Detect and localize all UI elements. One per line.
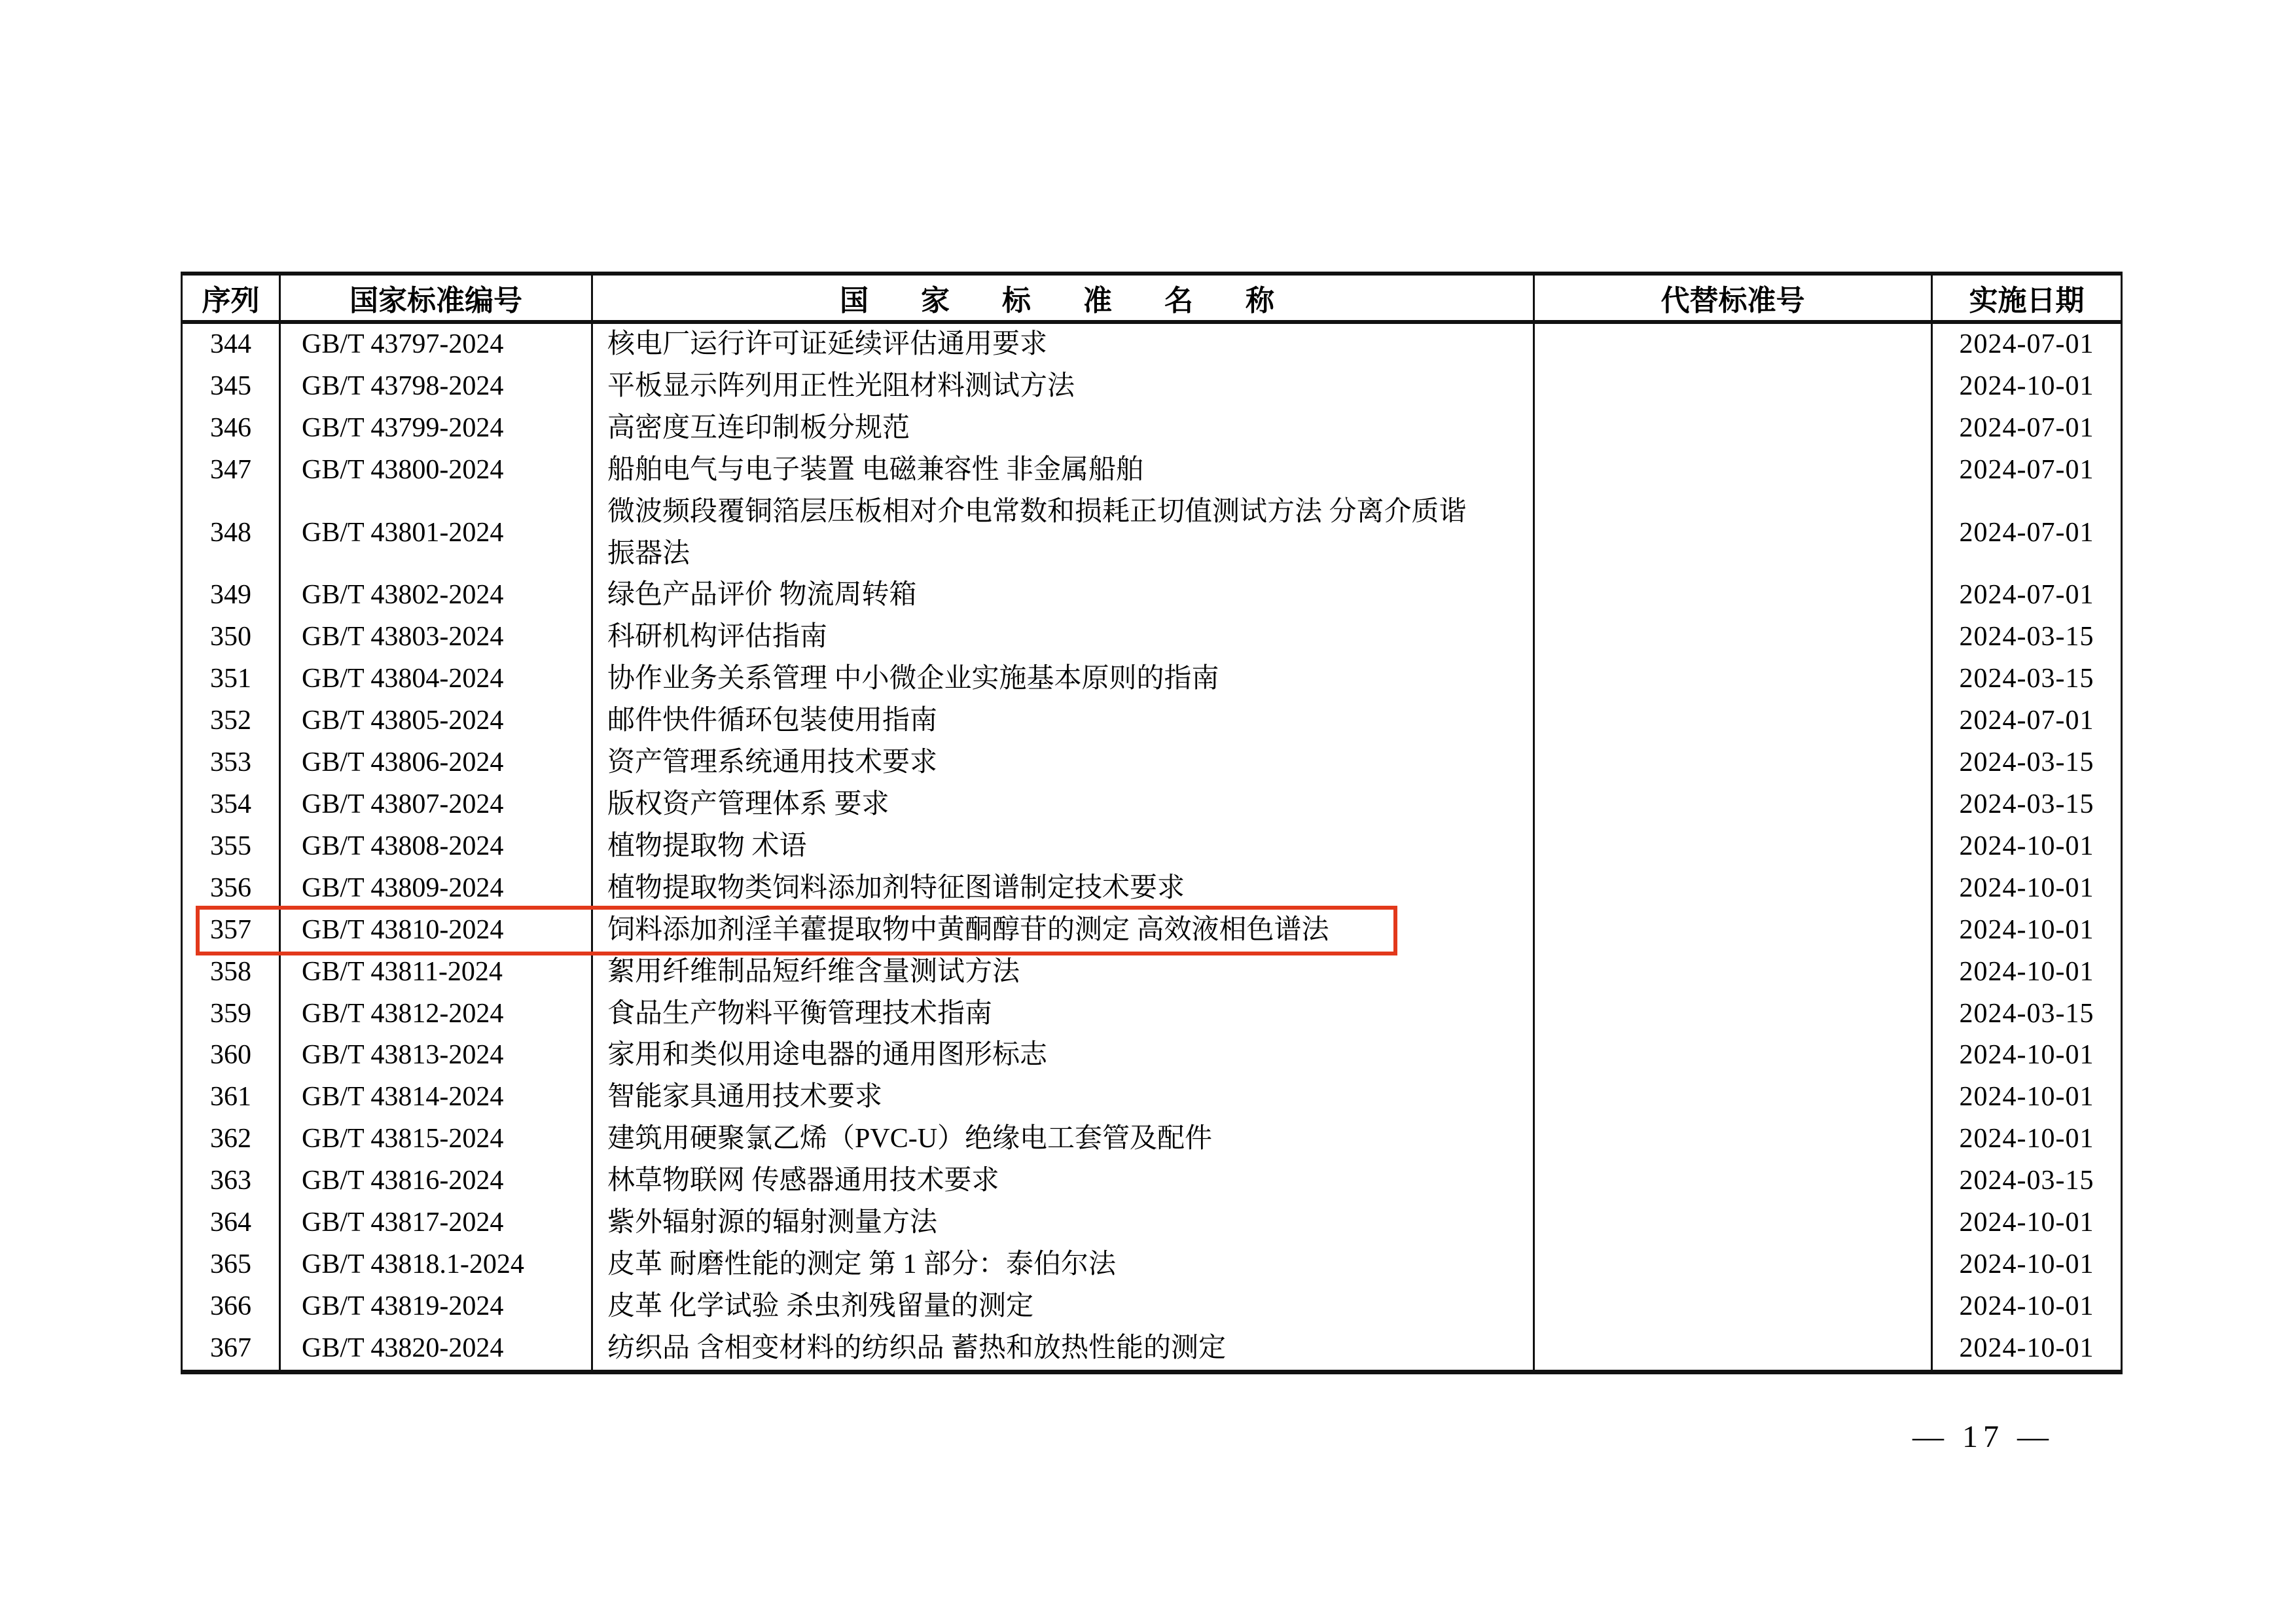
cell-replaced bbox=[1534, 450, 1932, 491]
cell-date: 2024-10-01 bbox=[1932, 1077, 2122, 1118]
cell-code: GB/T 43816-2024 bbox=[280, 1160, 592, 1202]
cell-code: GB/T 43800-2024 bbox=[280, 450, 592, 491]
cell-date: 2024-03-15 bbox=[1932, 993, 2122, 1035]
cell-date: 2024-03-15 bbox=[1932, 658, 2122, 700]
cell-date: 2024-10-01 bbox=[1932, 1118, 2122, 1160]
table-body bbox=[182, 322, 2122, 1372]
cell-code: GB/T 43813-2024 bbox=[280, 1035, 592, 1077]
cell-name: 核电厂运行许可证延续评估通用要求 bbox=[592, 322, 1534, 366]
cell-name: 林草物联网 传感器通用技术要求 bbox=[592, 1160, 1534, 1202]
cell-name: 高密度互连印制板分规范 bbox=[592, 408, 1534, 450]
cell-code: GB/T 43818.1-2024 bbox=[280, 1244, 592, 1286]
cell-seq: 362 bbox=[182, 1118, 280, 1160]
cell-name: 植物提取物 术语 bbox=[592, 826, 1534, 868]
cell-seq: 350 bbox=[182, 616, 280, 658]
cell-name: 资产管理系统通用技术要求 bbox=[592, 742, 1534, 784]
cell-seq: 364 bbox=[182, 1202, 280, 1244]
cell-date: 2024-03-15 bbox=[1932, 616, 2122, 658]
cell-replaced bbox=[1534, 1035, 1932, 1077]
cell-seq: 356 bbox=[182, 868, 280, 910]
cell-name: 食品生产物料平衡管理技术指南 bbox=[592, 993, 1534, 1035]
cell-seq: 367 bbox=[182, 1328, 280, 1372]
table-row bbox=[182, 742, 2122, 784]
cell-code: GB/T 43806-2024 bbox=[280, 742, 592, 784]
table-row bbox=[182, 616, 2122, 658]
cell-date: 2024-10-01 bbox=[1932, 1328, 2122, 1372]
table-row bbox=[182, 952, 2122, 993]
cell-replaced bbox=[1534, 742, 1932, 784]
cell-replaced bbox=[1534, 658, 1932, 700]
cell-date: 2024-07-01 bbox=[1932, 408, 2122, 450]
table-row bbox=[182, 575, 2122, 616]
table-row bbox=[182, 993, 2122, 1035]
table-row bbox=[182, 910, 2122, 952]
cell-date: 2024-07-01 bbox=[1932, 450, 2122, 491]
table-row bbox=[182, 868, 2122, 910]
table-row bbox=[182, 1160, 2122, 1202]
table-row bbox=[182, 1244, 2122, 1286]
cell-code: GB/T 43804-2024 bbox=[280, 658, 592, 700]
cell-replaced bbox=[1534, 1286, 1932, 1328]
cell-replaced bbox=[1534, 784, 1932, 826]
cell-name: 版权资产管理体系 要求 bbox=[592, 784, 1534, 826]
cell-name: 纺织品 含相变材料的纺织品 蓄热和放热性能的测定 bbox=[592, 1328, 1534, 1372]
cell-replaced bbox=[1534, 1077, 1932, 1118]
table-row bbox=[182, 784, 2122, 826]
cell-name: 微波频段覆铜箔层压板相对介电常数和损耗正切值测试方法 分离介质谐振器法 bbox=[592, 491, 1534, 575]
cell-seq: 347 bbox=[182, 450, 280, 491]
cell-replaced bbox=[1534, 826, 1932, 868]
cell-name: 紫外辐射源的辐射测量方法 bbox=[592, 1202, 1534, 1244]
table-row bbox=[182, 700, 2122, 742]
cell-name: 平板显示阵列用正性光阻材料测试方法 bbox=[592, 366, 1534, 408]
cell-seq: 352 bbox=[182, 700, 280, 742]
cell-name: 絮用纤维制品短纤维含量测试方法 bbox=[592, 952, 1534, 993]
cell-replaced bbox=[1534, 1160, 1932, 1202]
cell-date: 2024-10-01 bbox=[1932, 910, 2122, 952]
cell-code: GB/T 43814-2024 bbox=[280, 1077, 592, 1118]
cell-name: 饲料添加剂淫羊藿提取物中黄酮醇苷的测定 高效液相色谱法 bbox=[592, 910, 1534, 952]
cell-replaced bbox=[1534, 616, 1932, 658]
cell-code: GB/T 43808-2024 bbox=[280, 826, 592, 868]
cell-code: GB/T 43812-2024 bbox=[280, 993, 592, 1035]
cell-date: 2024-07-01 bbox=[1932, 700, 2122, 742]
table-row bbox=[182, 1328, 2122, 1372]
cell-code: GB/T 43803-2024 bbox=[280, 616, 592, 658]
cell-seq: 344 bbox=[182, 322, 280, 366]
cell-date: 2024-10-01 bbox=[1932, 1286, 2122, 1328]
cell-replaced bbox=[1534, 952, 1932, 993]
cell-seq: 360 bbox=[182, 1035, 280, 1077]
cell-date: 2024-07-01 bbox=[1932, 322, 2122, 366]
cell-seq: 345 bbox=[182, 366, 280, 408]
cell-replaced bbox=[1534, 408, 1932, 450]
cell-code: GB/T 43811-2024 bbox=[280, 952, 592, 993]
cell-replaced bbox=[1534, 1244, 1932, 1286]
table-row bbox=[182, 1035, 2122, 1077]
cell-code: GB/T 43807-2024 bbox=[280, 784, 592, 826]
cell-replaced bbox=[1534, 575, 1932, 616]
cell-date: 2024-10-01 bbox=[1932, 868, 2122, 910]
cell-date: 2024-03-15 bbox=[1932, 742, 2122, 784]
cell-replaced bbox=[1534, 1118, 1932, 1160]
cell-date: 2024-03-15 bbox=[1932, 784, 2122, 826]
table-row bbox=[182, 1077, 2122, 1118]
table-row bbox=[182, 1286, 2122, 1328]
cell-seq: 355 bbox=[182, 826, 280, 868]
cell-replaced bbox=[1534, 322, 1932, 366]
cell-replaced bbox=[1534, 868, 1932, 910]
cell-name: 船舶电气与电子装置 电磁兼容性 非金属船舶 bbox=[592, 450, 1534, 491]
table-row bbox=[182, 450, 2122, 491]
table-header-row bbox=[182, 274, 2122, 322]
cell-date: 2024-03-15 bbox=[1932, 1160, 2122, 1202]
cell-code: GB/T 43817-2024 bbox=[280, 1202, 592, 1244]
cell-seq: 366 bbox=[182, 1286, 280, 1328]
cell-code: GB/T 43810-2024 bbox=[280, 910, 592, 952]
table-row bbox=[182, 322, 2122, 366]
cell-seq: 358 bbox=[182, 952, 280, 993]
cell-date: 2024-07-01 bbox=[1932, 575, 2122, 616]
header-date: 实施日期 bbox=[1932, 274, 2122, 322]
table-row bbox=[182, 408, 2122, 450]
header-replaced: 代替标准号 bbox=[1534, 274, 1932, 322]
cell-name: 植物提取物类饲料添加剂特征图谱制定技术要求 bbox=[592, 868, 1534, 910]
cell-code: GB/T 43799-2024 bbox=[280, 408, 592, 450]
cell-code: GB/T 43809-2024 bbox=[280, 868, 592, 910]
cell-name: 建筑用硬聚氯乙烯（PVC-U）绝缘电工套管及配件 bbox=[592, 1118, 1534, 1160]
cell-code: GB/T 43802-2024 bbox=[280, 575, 592, 616]
cell-name: 皮革 化学试验 杀虫剂残留量的测定 bbox=[592, 1286, 1534, 1328]
cell-seq: 361 bbox=[182, 1077, 280, 1118]
cell-replaced bbox=[1534, 366, 1932, 408]
table-row bbox=[182, 1202, 2122, 1244]
cell-code: GB/T 43815-2024 bbox=[280, 1118, 592, 1160]
cell-replaced bbox=[1534, 1328, 1932, 1372]
cell-seq: 357 bbox=[182, 910, 280, 952]
cell-date: 2024-10-01 bbox=[1932, 1244, 2122, 1286]
cell-name: 家用和类似用途电器的通用图形标志 bbox=[592, 1035, 1534, 1077]
header-code: 国家标准编号 bbox=[280, 274, 592, 322]
page-number: — 17 — bbox=[1912, 1419, 2054, 1454]
header-name: 国 家 标 准 名 称 bbox=[592, 274, 1534, 322]
cell-replaced bbox=[1534, 910, 1932, 952]
cell-code: GB/T 43819-2024 bbox=[280, 1286, 592, 1328]
cell-seq: 349 bbox=[182, 575, 280, 616]
cell-name: 绿色产品评价 物流周转箱 bbox=[592, 575, 1534, 616]
table-row bbox=[182, 1118, 2122, 1160]
cell-code: GB/T 43797-2024 bbox=[280, 322, 592, 366]
cell-date: 2024-10-01 bbox=[1932, 1035, 2122, 1077]
cell-seq: 348 bbox=[182, 491, 280, 575]
cell-code: GB/T 43805-2024 bbox=[280, 700, 592, 742]
cell-seq: 363 bbox=[182, 1160, 280, 1202]
cell-date: 2024-10-01 bbox=[1932, 952, 2122, 993]
cell-date: 2024-10-01 bbox=[1932, 366, 2122, 408]
cell-seq: 359 bbox=[182, 993, 280, 1035]
cell-seq: 353 bbox=[182, 742, 280, 784]
cell-replaced bbox=[1534, 700, 1932, 742]
header-seq: 序列 bbox=[182, 274, 280, 322]
table-row bbox=[182, 491, 2122, 575]
cell-replaced bbox=[1534, 993, 1932, 1035]
cell-seq: 354 bbox=[182, 784, 280, 826]
cell-name: 皮革 耐磨性能的测定 第 1 部分：泰伯尔法 bbox=[592, 1244, 1534, 1286]
cell-name: 智能家具通用技术要求 bbox=[592, 1077, 1534, 1118]
cell-seq: 351 bbox=[182, 658, 280, 700]
table-row bbox=[182, 826, 2122, 868]
cell-replaced bbox=[1534, 1202, 1932, 1244]
cell-code: GB/T 43801-2024 bbox=[280, 491, 592, 575]
cell-date: 2024-10-01 bbox=[1932, 826, 2122, 868]
cell-seq: 346 bbox=[182, 408, 280, 450]
cell-name: 协作业务关系管理 中小微企业实施基本原则的指南 bbox=[592, 658, 1534, 700]
table-row bbox=[182, 366, 2122, 408]
cell-replaced bbox=[1534, 491, 1932, 575]
standards-table bbox=[181, 272, 2123, 1374]
table-row bbox=[182, 658, 2122, 700]
cell-code: GB/T 43820-2024 bbox=[280, 1328, 592, 1372]
cell-seq: 365 bbox=[182, 1244, 280, 1286]
cell-name: 邮件快件循环包装使用指南 bbox=[592, 700, 1534, 742]
cell-code: GB/T 43798-2024 bbox=[280, 366, 592, 408]
cell-name: 科研机构评估指南 bbox=[592, 616, 1534, 658]
cell-date: 2024-07-01 bbox=[1932, 491, 2122, 575]
cell-date: 2024-10-01 bbox=[1932, 1202, 2122, 1244]
